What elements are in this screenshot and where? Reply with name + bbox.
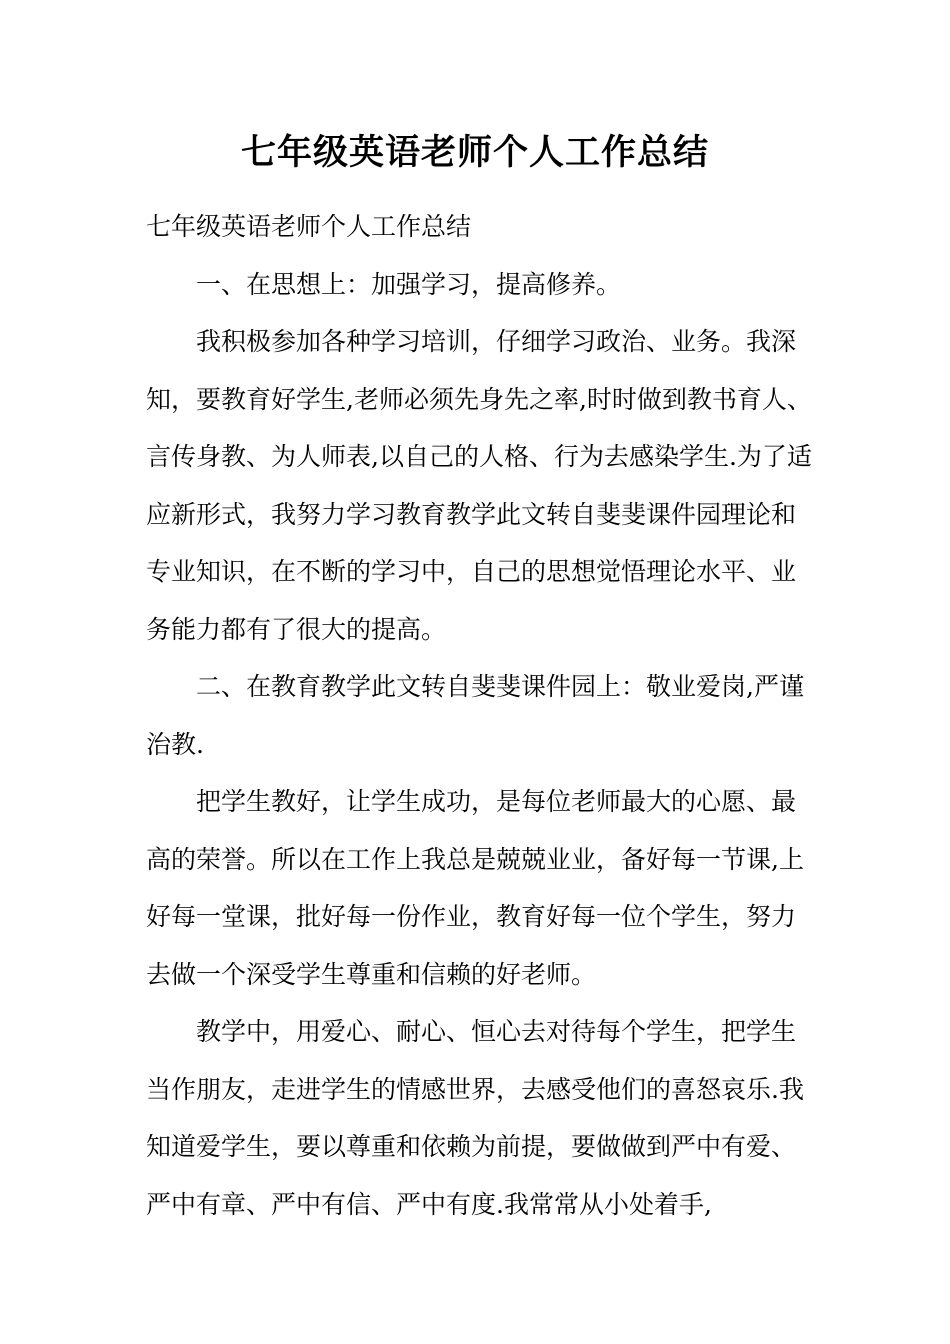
paragraph-3: 二、在教育教学此文转自斐斐课件园上：敬业爱岗,严谨治教.: [146, 672, 804, 759]
document-body: [146, 198, 816, 1233]
document-subtitle: 七年级英语老师个人工作总结: [146, 212, 472, 241]
paragraph-5: 教学中，用爱心、耐心、恒心去对待每个学生，把学生当作朋友，走进学生的情感世界，去感受他们的喜怒哀乐.我知道爱学生，要以尊重和依赖为前提，要做做到严中有爱、严中有章、严中有信、严中有度.我常常从小处着手,: [146, 1017, 804, 1219]
paragraph-1: 一、在思想上：加强学习，提高修养。: [196, 269, 622, 299]
paragraph-2: 我积极参加各种学习培训，仔细学习政治、业务。我深知，要教育好学生,老师必须先身先之率,时时做到教书育人、言传身教、为人师表,以自己的人格、行为去感染学生.为了适应新形式，我努力学习教育教学此文转自斐斐课件园理论和专业知识，在不断的学习中，自己的思想觉悟理论水平、业务能力都有了很大的提高。: [146, 327, 812, 644]
paragraph-4: 把学生教好，让学生成功，是每位老师最大的心愿、最高的荣誉。所以在工作上我总是兢兢业业，备好每一节课,上好每一堂课，批好每一份作业，教育好每一位个学生，努力去做一个深受学生尊重和信赖的好老师。: [146, 787, 804, 989]
document-title: 七年级英语老师个人工作总结: [240, 132, 709, 173]
